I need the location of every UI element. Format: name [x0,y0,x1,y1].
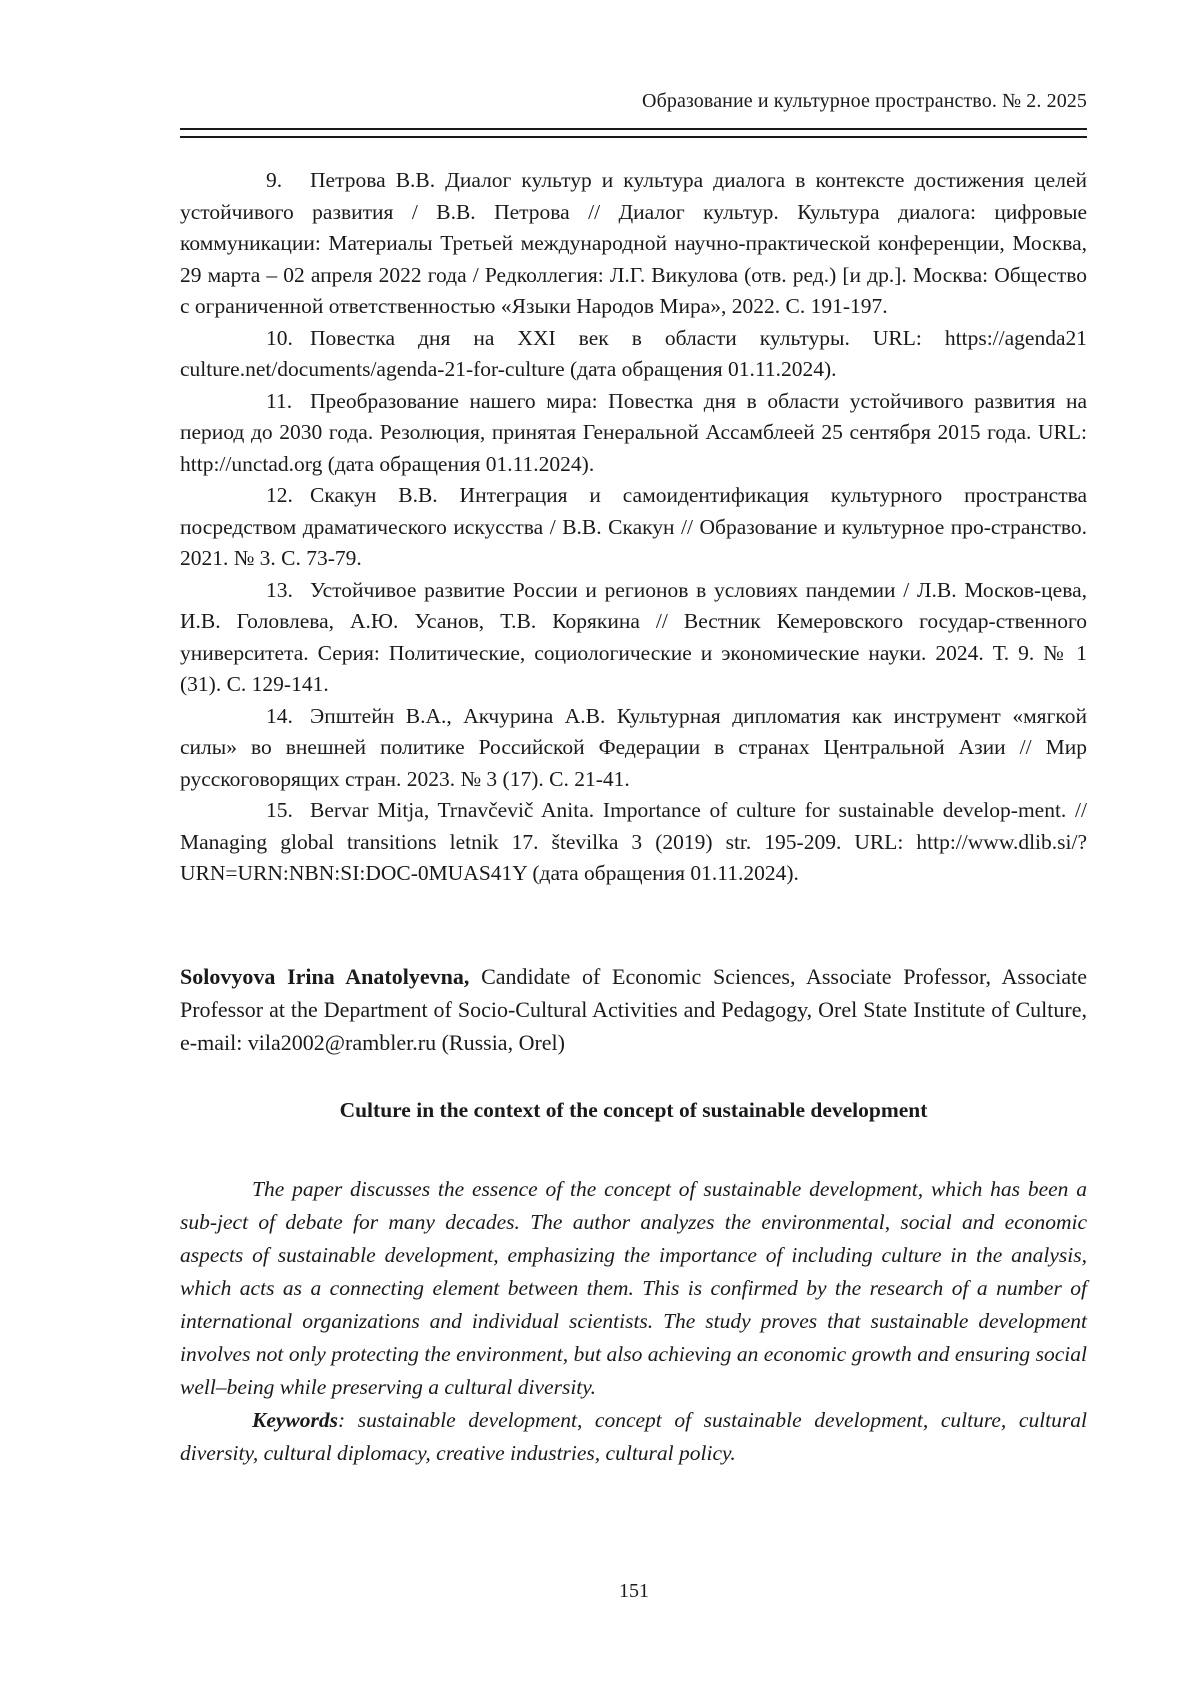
reference-text: Bervar Mitja, Trnavčevič Anita. Importance of culture for sustainable develop-ment. // Managing global transitions letnik 17. številka 3 (2019) str. 195-209. URL: http://www.dlib.si/?URN=URN:NBN:SI:DOC-0MUAS41Y (дата обращения 01.11.2024). [180,798,1087,885]
reference-text: Петрова В.В. Диалог культур и культура диалога в контексте достижения целей устойчивого развития / В.В. Петрова // Диалог культур. Культура диалога: цифровые коммуникации: Материалы Третьей международной научно-практической конференции, Москва, 29 марта – 02 апреля 2022 года / Редколлегия: Л.Г. Викулова (отв. ред.) [и др.]. Москва: Общество с ограниченной ответственностью «Языки Народов Мира», 2022. С. 191-197. [180,168,1087,318]
reference-text: Преобразование нашего мира: Повестка дня в области устойчивого развития на период до 2030 года. Резолюция, принятая Генеральной Ассамблеей 25 сентября 2015 года. URL: http://unctad.org (дата обращения 01.11.2024). [180,388,1087,476]
references-list [180,165,1087,890]
reference-number: 12. [266,483,293,507]
author-details: Candidate of Economic Sciences, Associate Professor, Associate Professor at the Department of Socio-Cultural Activities and Pedagogy, Orel State Institute of Culture, e-mail: vila2002@rambler.ru (Russia, Orel) [180,964,1088,1055]
reference-number: 15. [266,798,293,822]
keywords-label: Keywords [252,1408,338,1432]
keywords [180,1404,1087,1470]
reference-number: 9. [266,168,283,192]
reference-text: Скакун В.В. Интеграция и самоидентификация культурного пространства посредством драматического искусства / В.В. Скакун // Образование и культурное про-странство. 2021. № 3. С. 73-79. [180,483,1087,570]
reference-number: 13. [266,577,293,602]
page-number: 151 [619,1580,649,1602]
reference-item [180,575,1087,701]
abstract: The paper discusses the essence of the concept of sustainable development, which has been a sub-ject of debate for many decades. The author analyzes the environmental, social and economic aspects of sustainable development, emphasizing the importance of including culture in the analysis, which acts as a connecting element between them. This is confirmed by the research of a number of international organizations and individual scientists. The study proves that sustainable development involves not only protecting the environment, but also achieving an economic growth and ensuring social well–being while preserving a cultural diversity. [180,1177,1087,1399]
reference-item [180,165,1087,323]
author-name: Solovyova Irina Anatolyevna, [180,964,470,989]
article-title: Culture in the context of the concept of sustainable development [339,1098,928,1122]
running-header: Образование и культурное пространство. № 2. 2025 [642,90,1087,112]
reference-number: 14. [266,703,293,728]
reference-item [180,701,1087,796]
reference-text: Устойчивое развитие России и регионов в условиях пандемии / Л.В. Москов-цева, И.В. Головлева, А.Ю. Усанов, Т.В. Корякина // Вестник Кемеровского государ-ственного университета. Серия: Политические, социологические и экономические науки. 2024. Т. 9. № 1 (31). С. 129-141. [180,577,1087,696]
reference-number: 11. [266,388,293,413]
header-double-rule [180,128,1087,138]
keywords-list: sustainable development, concept of sustainable development, culture, cultural diversity, cultural diplomacy, creative industries, cultural policy. [180,1408,1087,1465]
reference-number: 10. [266,325,293,350]
reference-text: Эпштейн В.А., Акчурина А.В. Культурная дипломатия как инструмент «мягкой силы» во внешней политике Российской Федерации в странах Центральной Азии // Мир русскоговорящих стран. 2023. № 3 (17). С. 21-41. [180,703,1087,791]
reference-item [180,323,1087,386]
reference-item [180,386,1087,481]
author-info [180,960,1087,1059]
reference-item [180,795,1087,890]
reference-item [180,480,1087,575]
keywords-separator: : [338,1408,346,1432]
reference-text: Повестка дня на XXI век в области культуры. URL: https://agenda21 culture.net/documents/agenda-21-for-culture (дата обращения 01.11.2024). [180,325,1087,381]
